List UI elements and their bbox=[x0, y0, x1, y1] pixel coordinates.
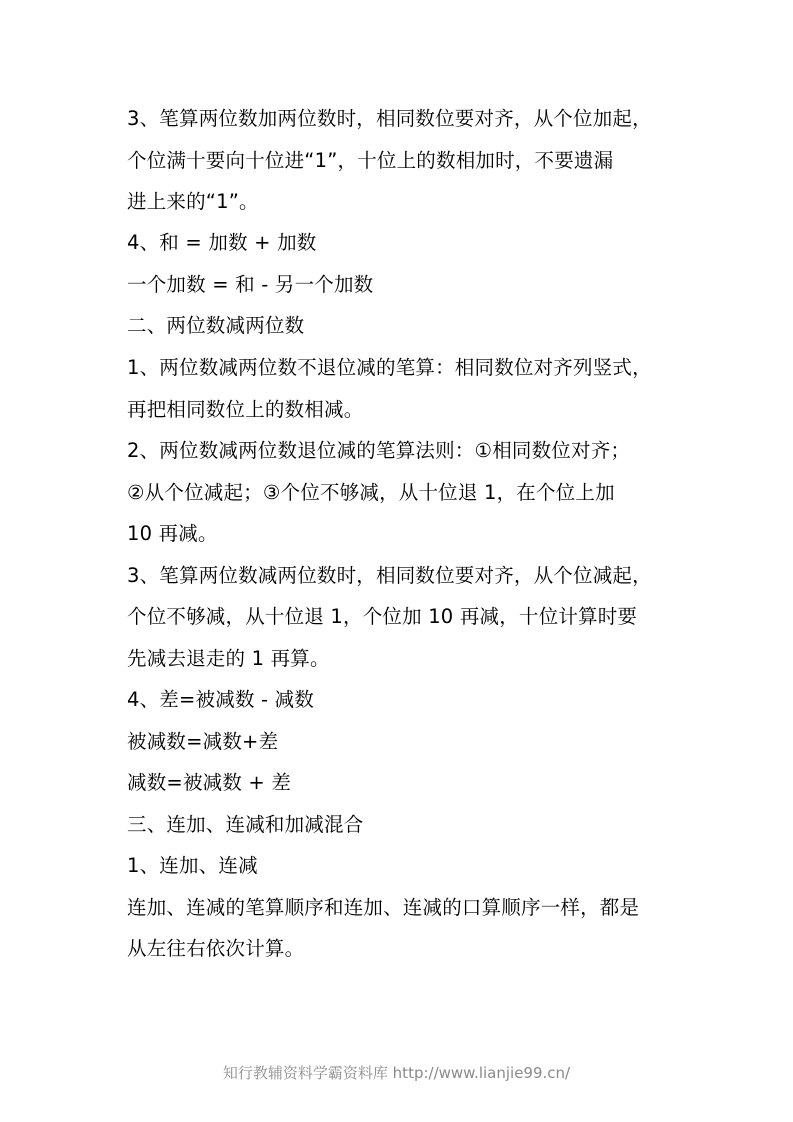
text-line: 进上来的“1”。 bbox=[127, 190, 259, 213]
text-line: 3、笔算两位数加两位数时，相同数位要对齐，从个位加起， bbox=[127, 107, 652, 130]
text-line: 个位不够减，从十位退 1，个位加 10 再减，十位计算时要 bbox=[127, 605, 638, 628]
text-line: 连加、连减的笔算顺序和连加、连减的口算顺序一样，都是 bbox=[127, 896, 640, 919]
text-line: 再把相同数位上的数相减。 bbox=[127, 398, 364, 421]
text-line: 1、连加、连减 bbox=[127, 854, 258, 877]
text-line: 一个加数 = 和 - 另一个加数 bbox=[127, 273, 374, 296]
text-line: 1、两位数减两位数不退位减的笔算：相同数位对齐列竖式， bbox=[127, 356, 652, 379]
text-line: ②从个位减起；③个位不够减，从十位退 1，在个位上加 bbox=[127, 481, 615, 504]
text-line: 从左往右依次计算。 bbox=[127, 937, 305, 960]
section-heading: 三、连加、连减和加减混合 bbox=[127, 813, 364, 836]
text-line: 个位满十要向十位进“1”，十位上的数相加时，不要遗漏 bbox=[127, 149, 614, 172]
text-line: 10 再减。 bbox=[127, 522, 218, 545]
text-line: 3、笔算两位数减两位数时，相同数位要对齐，从个位减起， bbox=[127, 564, 652, 587]
text-line: 2、两位数减两位数退位减的笔算法则：①相同数位对齐； bbox=[127, 439, 631, 462]
section-heading: 二、两位数减两位数 bbox=[127, 314, 305, 337]
footer-watermark: 知行教辅资料学霸资料库 http://www.lianjie99.cn/ bbox=[222, 1064, 571, 1082]
text-line: 减数=被减数 + 差 bbox=[127, 771, 292, 794]
text-line: 先减去退走的 1 再算。 bbox=[127, 647, 330, 670]
text-line: 被减数=减数+差 bbox=[127, 730, 279, 753]
text-line: 4、和 = 加数 + 加数 bbox=[127, 231, 317, 254]
text-line: 4、差=被减数 - 减数 bbox=[127, 688, 315, 711]
